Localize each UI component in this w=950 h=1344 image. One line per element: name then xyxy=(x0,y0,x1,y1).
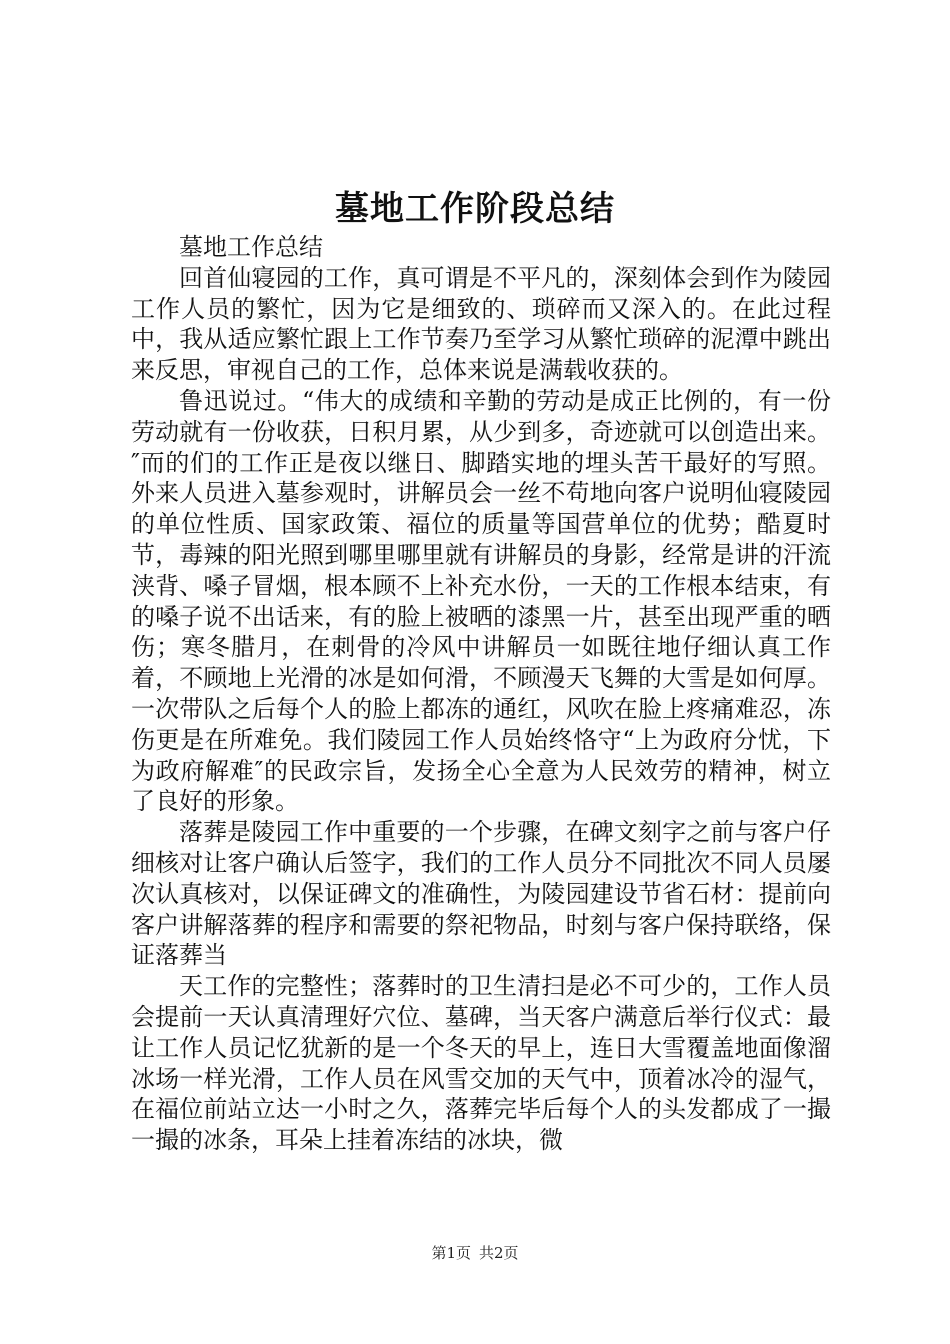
document-body xyxy=(131,232,831,1156)
page-total: 共2页 xyxy=(479,1244,519,1262)
paragraph-subtitle: 墓地工作总结 xyxy=(179,233,323,261)
paragraph-2: 鲁迅说过。“伟大的成绩和辛勤的劳动是成正比例的，有一份劳动就有一份收获，日积月累，从少到多，奇迹就可以创造出来。″而的们的工作正是夜以继日、脚踏实地的埋头苦干最好的写照。外来人员进入墓参观时，讲解员会一丝不苟地向客户说明仙寝陵园的单位性质、国家政策、福位的质量等国营单位的优势；酷夏时节，毒辣的阳光照到哪里哪里就有讲解员的身影，经常是讲的汗流浃背、嗓子冒烟，根本顾不上补充水份，一天的工作根本结束，有的嗓子说不出话来，有的脸上被晒的漆黑一片，甚至出现严重的晒伤；寒冬腊月，在刺骨的冷风中讲解员一如既往地仔细认真工作着，不顾地上光滑的冰是如何滑，不顾漫天飞舞的大雪是如何厚。一次带队之后每个人的脸上都冻的通红，风吹在脸上疼痛难忍，冻伤更是在所难免。我们陵园工作人员始终恪守“上为政府分忧，下为政府解难″的民政宗旨，发扬全心全意为人民效劳的精神，树立了良好的形象。 xyxy=(131,386,831,816)
page-number: 第1页 xyxy=(431,1244,471,1262)
paragraph-3: 落葬是陵园工作中重要的一个步骤，在碑文刻字之前与客户仔细核对让客户确认后签字，我们的工作人员分不同批次不同人员屡次认真核对，以保证碑文的准确性，为陵园建设节省石材：提前向客户讲解落葬的程序和需要的祭祀物品，时刻与客户保持联络，保证落葬当 xyxy=(131,818,831,970)
paragraph-1: 回首仙寝园的工作，真可谓是不平凡的，深刻体会到作为陵园工作人员的繁忙，因为它是细致的、琐碎而又深入的。在此过程中，我从适应繁忙跟上工作节奏乃至学习从繁忙琐碎的泥潭中跳出来反思，审视自己的工作，总体来说是满载收获的。 xyxy=(131,263,831,385)
document-title: 墓地工作阶段总结 xyxy=(335,189,615,229)
paragraph-4: 天工作的完整性；落葬时的卫生清扫是必不可少的，工作人员会提前一天认真清理好穴位、墓碑，当天客户满意后举行仪式：最让工作人员记忆犹新的是一个冬天的早上，连日大雪覆盖地面像溜冰场一样光滑，工作人员在风雪交加的天气中，顶着冰冷的湿气，在福位前站立达一小时之久，落葬完毕后每个人的头发都成了一撮一撮的冰条，耳朵上挂着冻结的冰块，微 xyxy=(131,972,831,1155)
page-footer xyxy=(0,1243,950,1263)
